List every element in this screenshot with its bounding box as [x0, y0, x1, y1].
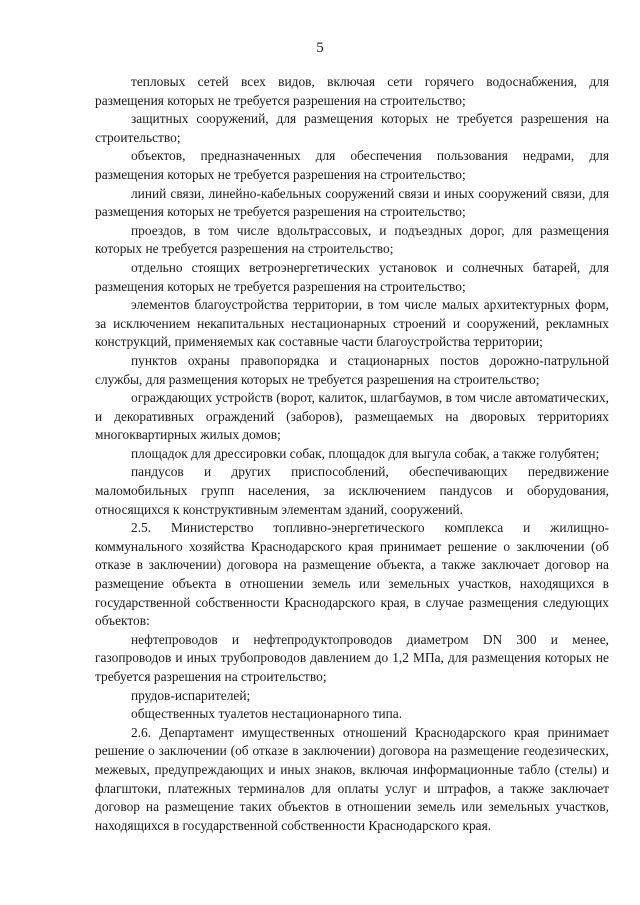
paragraph-clause-2-5: 2.5. Министерство топливно-энергетического комплекса и жилищно-коммунального хозяйства Краснодарского края принимает решение о заключении (об отказе в заключении) договора на размещение объекта, а также заключает договор на размещение объекта в отношении земель или земельных участков, находящихся в государственной собственности Краснодарского края, в случае размещения следующих объектов:	[95, 520, 609, 629]
paragraph-driveways: проездов, в том числе вдольтрассовых, и подъездных дорог, для размещения которых не требуется разрешения на строительство;	[95, 222, 609, 257]
paragraph-clause-2-6: 2.6. Департамент имущественных отношений Краснодарского края принимает решение о заключении (об отказе в заключении) договора на размещение геодезических, межевых, предупреждающих и иных знаков, включая информационные табло (стелы) и флагштоки, платежных терминалов для оплаты услуг и штрафов, а также заключает договор на размещение таких объектов в отношении земель или земельных участков, находящихся в государственной собственности Краснодарского края.	[95, 724, 609, 833]
paragraph-fencing: ограждающих устройств (ворот, калиток, шлагбаумов, в том числе автоматических, и декоративных ограждений (заборов), размещаемых на дворовых территориях многоквартирных жилых домов;	[95, 390, 609, 443]
paragraph-landscaping: элементов благоустройства территории, в том числе малых архитектурных форм, за исключением некапитальных нестационарных строений и сооружений, рекламных конструкций, применяемых как составные части благоустройства территории;	[95, 297, 609, 350]
paragraph-police-posts: пунктов охраны правопорядка и стационарных постов дорожно-патрульной службы, для размещения которых не требуется разрешения на строительство;	[95, 352, 609, 387]
page-number: 5	[316, 40, 324, 56]
paragraph-evaporation-ponds: прудов-испарителей;	[131, 687, 251, 703]
paragraph-protective-structures: защитных сооружений, для размещения которых не требуется разрешения на строительство;	[95, 111, 609, 145]
paragraph-subsoil-objects: объектов, предназначенных для обеспечения пользования недрами, для размещения которых не требуется разрешения на строительство;	[95, 148, 609, 182]
paragraph-ramps: пандусов и других приспособлений, обеспечивающих передвижение маломобильных групп населения, за исключением пандусов и оборудования, относящихся к конструктивным элементам зданий, сооружений.	[95, 464, 609, 517]
paragraph-pipelines: нефтепроводов и нефтепродуктопроводов диаметром DN 300 и менее, газопроводов и иных трубопроводов давлением до 1,2 МПа, для размещения которых не требуется разрешения на строительство;	[95, 631, 609, 684]
paragraph-communication-lines: линий связи, линейно-кабельных сооружений связи и иных сооружений связи, для размещения которых не требуется разрешения на строительство;	[95, 185, 609, 220]
paragraph-public-toilets: общественных туалетов нестационарного типа.	[131, 706, 403, 722]
document-body	[95, 73, 609, 835]
paragraph-heating-networks: тепловых сетей всех видов, включая сети горячего водоснабжения, для размещения которых не требуется разрешения на строительство;	[95, 74, 609, 108]
paragraph-dog-areas: площадок для дрессировки собак, площадок для выгула собак, а также голубятен;	[131, 445, 600, 461]
paragraph-wind-solar: отдельно стоящих ветроэнергетических установок и солнечных батарей, для размещения которых не требуется разрешения на строительство;	[95, 259, 609, 294]
